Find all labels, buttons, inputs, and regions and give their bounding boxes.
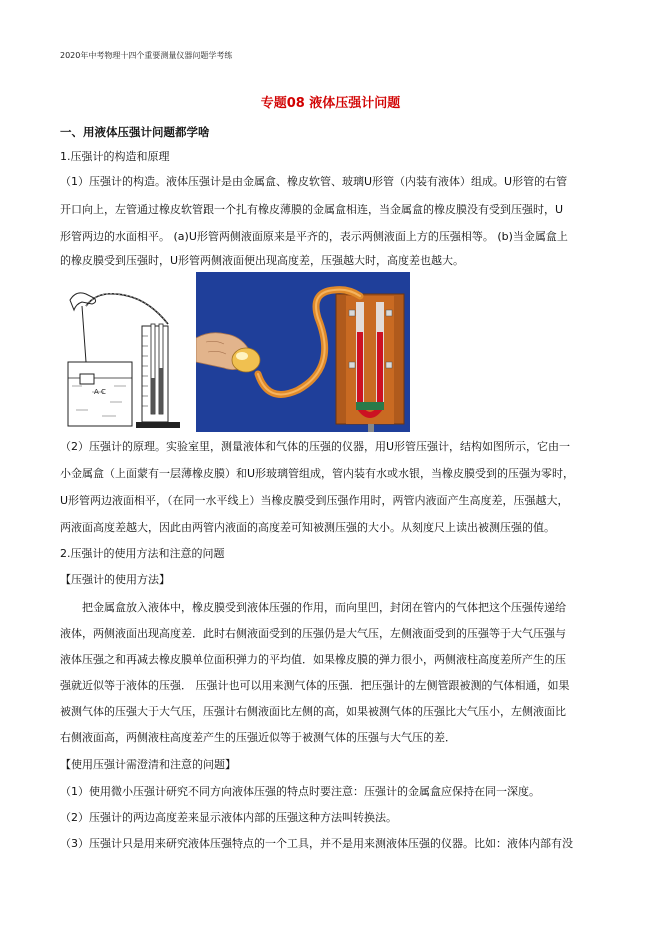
para1-line: 开口向上，左管通过橡皮软管跟一个扎有橡皮薄膜的金属盒相连，当金属盒的橡皮膜没有受到压强时，U [60,203,564,216]
page-header: 2020年中考物理十四个重要测量仪器问题学考练 [60,51,233,60]
para2-line: 小金属盒（上面蒙有一层薄橡皮膜）和U形玻璃管组成，管内装有水或水银，当橡皮膜受到的压强为零时， [60,467,575,480]
note-item: （2）压强计的两边高度差来显示液体内部的压强这种方法叫转换法。 [60,811,397,824]
para3-line: 液体压强之和再减去橡皮膜单位面积弹力的平均值．如果橡皮膜的弹力很小，两侧液柱高度差所产生的压 [60,653,566,666]
figure-manometer-photo [196,272,410,432]
section-heading: 一、用液体压强计问题都学啥 [60,125,210,139]
subheading-2: 2.压强计的使用方法和注意的问题 [60,547,225,560]
para3-line: 被测气体的压强大于大气压，压强计右侧液面比左侧的高，如果被测气体的压强比大气压小，左侧液面比 [60,705,566,718]
para2-line: 两液面高度差越大，因此由两管内液面的高度差可知被测压强的大小。从刻度尺上读出被测压强的值。 [60,521,555,534]
page-title: 专题08 液体压强计问题 [260,96,401,111]
subheading-1: 1.压强计的构造和原理 [60,150,170,163]
para1-line: 的橡皮膜受到压强时，U形管两侧液面便出现高度差，压强越大时，高度差也越大。 [60,254,465,267]
para3-line: 强就近似等于液体的压强． 压强计也可以用来测气体的压强．把压强计的左侧管跟被测的气体相通，如果 [60,679,570,692]
para2-line: （2）压强计的原理。实验室里，测量液体和气体的压强的仪器，用U形管压强计，结构如图所示，它由一 [60,440,571,453]
para3-line: 右侧液面高，两侧液柱高度差产生的压强近似等于被测气体的压强与大气压的差． [60,731,456,744]
note-item: （3）压强计只是用来研究液体压强特点的一个工具，并不是用来测液体压强的仪器。比如：液体内部有没 [60,837,573,850]
para1-line: 形管两边的水面相平。 (a)U形管两侧液面原来是平齐的，表示两侧液面上方的压强相等。 (b)当金属盒上 [60,230,568,243]
para1-line: （1）压强计的构造。液体压强计是由金属盒、橡皮软管、玻璃U形管（内装有液体）组成。U形管的右管 [60,175,568,188]
para3-line: 液体，两侧液面出现高度差．此时右侧液面受到的压强仍是大气压，左侧液面受到的压强等于大气压强与 [60,627,566,640]
bracket-heading-notes: 【使用压强计需澄清和注意的问题】 [60,758,236,771]
para3-line: 把金属盒放入液体中，橡皮膜受到液体压强的作用，而向里凹，封闭在管内的气体把这个压强传递给 [82,601,566,614]
note-item: （1）使用微小压强计研究不同方向液体压强的特点时要注意：压强计的金属盒应保持在同一深度。 [60,785,540,798]
bracket-heading-usage: 【压强计的使用方法】 [60,573,170,586]
figure-manometer-diagram [62,282,186,432]
para2-line: U形管两边液面相平，（在同一水平线上）当橡皮膜受到压强作用时，两管内液面产生高度差，压强越大， [60,494,569,507]
figure-left-label: A C [94,388,106,396]
